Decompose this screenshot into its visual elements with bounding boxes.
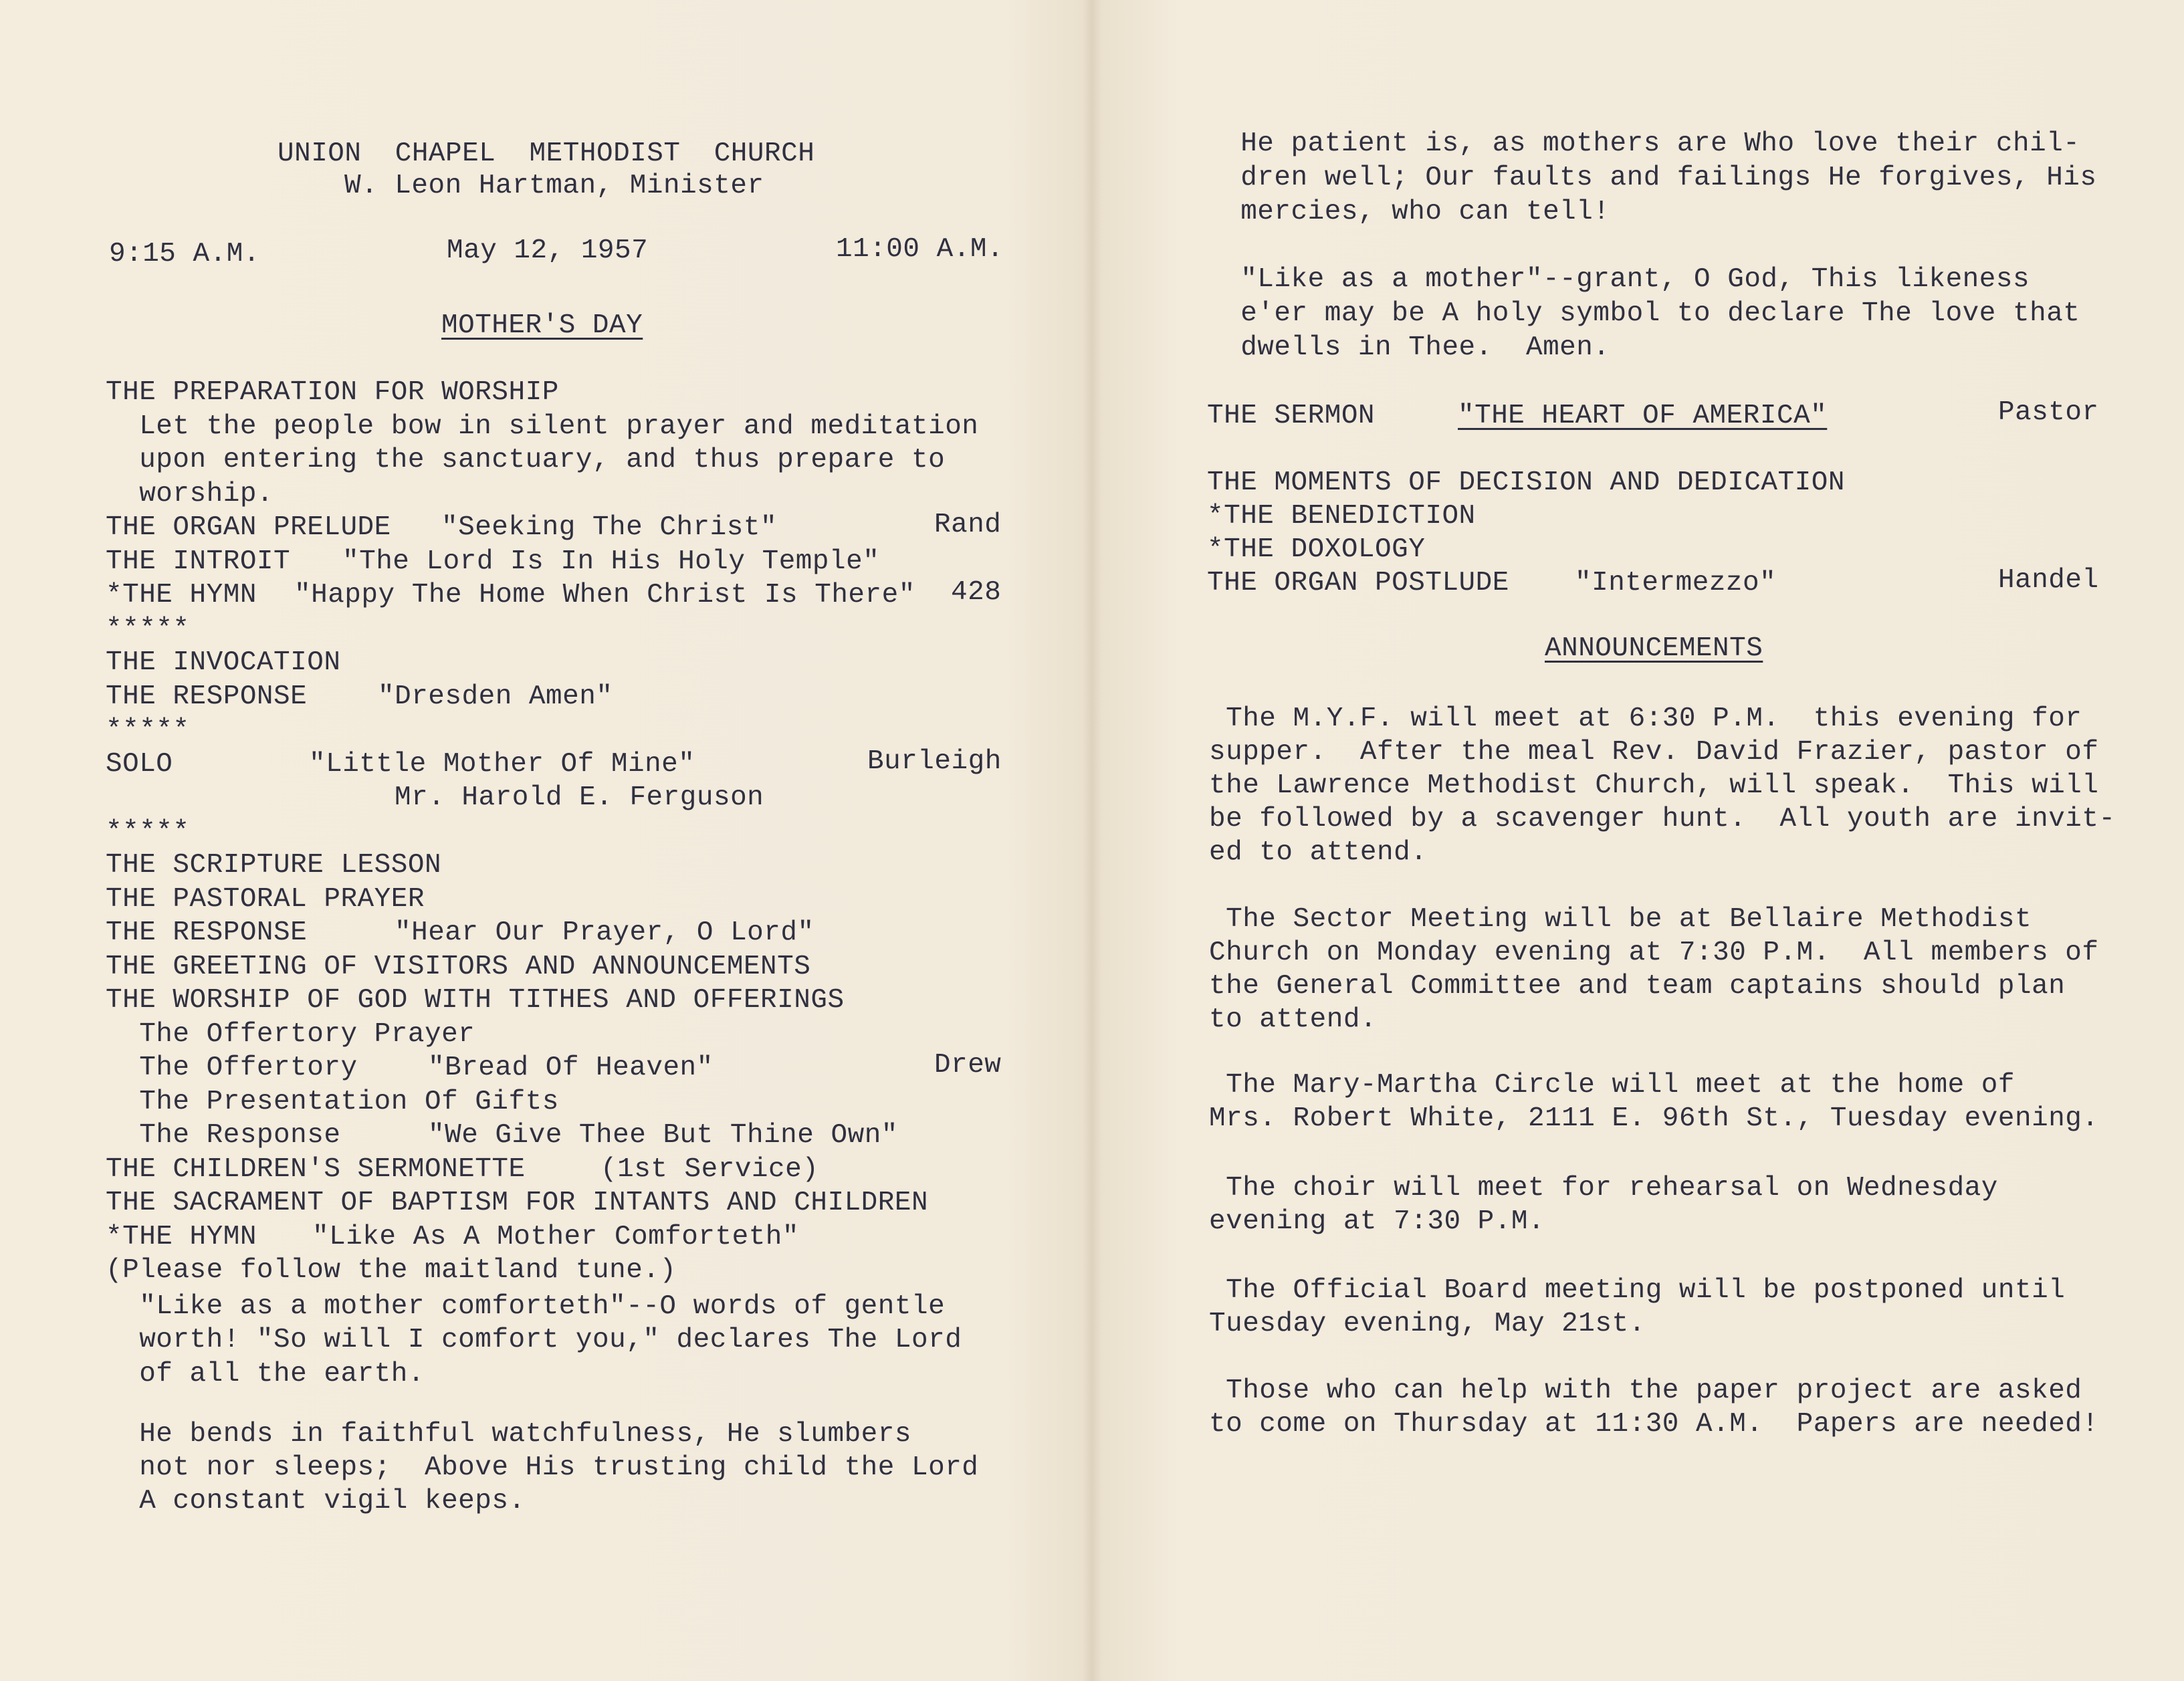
announcement-line: be followed by a scavenger hunt. All youth are invit- xyxy=(1209,804,2116,834)
announcement-line: Tuesday evening, May 21st. xyxy=(1209,1309,1646,1339)
order-item-title: "Like as a mother comforteth"--O words of gentle xyxy=(106,1291,946,1322)
order-item-credit: Handel xyxy=(1998,565,2099,596)
order-item-title: Let the people bow in silent prayer and meditation xyxy=(106,411,979,442)
order-item-text: Mr. Harold E. Ferguson xyxy=(395,782,764,813)
sermon-preacher: Pastor xyxy=(1998,397,2099,428)
verse-line: "Like as a mother"--grant, O God, This likeness xyxy=(1207,264,2030,295)
order-item-text: "Little Mother Of Mine" xyxy=(309,749,695,780)
order-item-text: "Intermezzo" xyxy=(1575,568,1777,598)
order-item-text: "Bread Of Heaven" xyxy=(428,1052,714,1083)
order-item-title: ***** xyxy=(106,816,190,847)
order-item-title: THE SACRAMENT OF BAPTISM FOR INTANTS AND CHILDREN xyxy=(106,1188,929,1218)
order-item-credit: Burleigh xyxy=(867,746,1002,777)
order-item-title: THE CHILDREN'S SERMONETTE xyxy=(106,1154,526,1185)
order-item-title: THE SCRIPTURE LESSON xyxy=(106,850,442,881)
verse-line: mercies, who can tell! xyxy=(1207,197,1610,227)
order-item-title: THE INTROIT xyxy=(106,546,291,577)
announcements-heading: ANNOUNCEMENTS xyxy=(1545,633,1763,664)
order-item-title: of all the earth. xyxy=(106,1359,425,1389)
announcement-line: The Official Board meeting will be postponed until xyxy=(1209,1275,2066,1306)
order-item-title: THE MOMENTS OF DECISION AND DEDICATION xyxy=(1207,467,1845,498)
page-fold xyxy=(1082,0,1102,1681)
order-item-title: The Presentation Of Gifts xyxy=(106,1087,559,1117)
left-page xyxy=(0,0,1083,1681)
service-time-early: 9:15 A.M. xyxy=(109,239,260,269)
order-item-title: The Response xyxy=(106,1120,341,1151)
announcement-line: to come on Thursday at 11:30 A.M. Papers are needed! xyxy=(1209,1409,2099,1440)
order-item-title: THE WORSHIP OF GOD WITH TITHES AND OFFERINGS xyxy=(106,985,845,1016)
order-item-credit: Drew xyxy=(934,1050,1002,1081)
sermon-label: THE SERMON xyxy=(1207,401,1376,431)
sermon-title: "THE HEART OF AMERICA" xyxy=(1458,401,1828,431)
order-item-title: worship. xyxy=(106,479,274,510)
order-item-credit: 428 xyxy=(951,577,1002,608)
announcement-line: The Sector Meeting will be at Bellaire Methodist xyxy=(1209,904,2032,935)
order-item-title: THE INVOCATION xyxy=(106,647,341,678)
order-item-title: THE RESPONSE xyxy=(106,917,308,948)
occasion-title: MOTHER'S DAY xyxy=(441,310,643,341)
announcement-line: the Lawrence Methodist Church, will speak. This will xyxy=(1209,770,2099,801)
announcement-line: to attend. xyxy=(1209,1004,1378,1035)
order-item-title: THE ORGAN PRELUDE xyxy=(106,512,391,543)
announcement-line: Those who can help with the paper project are asked xyxy=(1209,1375,2082,1406)
order-item-text: "Happy The Home When Christ Is There" xyxy=(294,580,915,610)
order-item-title: (Please follow the maitland tune.) xyxy=(106,1255,677,1286)
right-page xyxy=(1103,0,2184,1681)
verse-line: dren well; Our faults and failings He forgives, His xyxy=(1207,162,2097,193)
order-item-title: worth! "So will I comfort you," declares The Lord xyxy=(106,1325,962,1355)
order-item-title: THE PASTORAL PRAYER xyxy=(106,884,425,915)
announcement-line: Mrs. Robert White, 2111 E. 96th St., Tuesday evening. xyxy=(1209,1103,2099,1134)
order-item-title: THE PREPARATION FOR WORSHIP xyxy=(106,377,559,408)
order-item-title: ***** xyxy=(106,614,190,645)
order-item-title: THE GREETING OF VISITORS AND ANNOUNCEMENTS xyxy=(106,951,811,982)
order-item-text: "Like As A Mother Comforteth" xyxy=(312,1222,800,1252)
order-item-text: "Dresden Amen" xyxy=(378,681,613,712)
verse-line: e'er may be A holy symbol to declare The love that xyxy=(1207,298,2080,329)
order-item-title: THE ORGAN POSTLUDE xyxy=(1207,568,1509,598)
order-item-text: "The Lord Is In His Holy Temple" xyxy=(342,546,880,577)
order-item-title: *THE DOXOLOGY xyxy=(1207,534,1426,565)
order-item-title: ***** xyxy=(106,715,190,746)
service-time-late: 11:00 A.M. xyxy=(836,234,1004,265)
order-item-text: "Hear Our Prayer, O Lord" xyxy=(395,917,814,948)
order-item-text: "We Give Thee But Thine Own" xyxy=(428,1120,898,1151)
announcement-line: the General Committee and team captains should plan xyxy=(1209,971,2066,1002)
church-name: UNION CHAPEL METHODIST CHURCH xyxy=(278,138,815,169)
order-item-title: upon entering the sanctuary, and thus prepare to xyxy=(106,445,946,475)
order-item-title: THE RESPONSE xyxy=(106,681,308,712)
order-item-title: SOLO xyxy=(106,749,173,780)
announcement-line: Church on Monday evening at 7:30 P.M. All members of xyxy=(1209,937,2099,968)
order-item-text: (1st Service) xyxy=(600,1154,819,1185)
verse-line: A constant vigil keeps. xyxy=(106,1486,526,1517)
announcement-line: evening at 7:30 P.M. xyxy=(1209,1206,1545,1237)
order-item-title: *THE HYMN xyxy=(106,1222,257,1252)
verse-line: He patient is, as mothers are Who love their chil- xyxy=(1207,128,2080,159)
verse-line: He bends in faithful watchfulness, He slumbers xyxy=(106,1419,911,1450)
minister-name: W. Leon Hartman, Minister xyxy=(344,171,764,201)
order-item-title: *THE HYMN xyxy=(106,580,257,610)
order-item-title: *THE BENEDICTION xyxy=(1207,501,1476,532)
announcement-line: The Mary-Martha Circle will meet at the home of xyxy=(1209,1070,2015,1101)
order-item-credit: Rand xyxy=(934,510,1002,540)
announcement-line: The choir will meet for rehearsal on Wednesday xyxy=(1209,1173,1998,1204)
announcement-line: ed to attend. xyxy=(1209,837,1428,868)
verse-line: dwells in Thee. Amen. xyxy=(1207,332,1610,363)
announcement-line: The M.Y.F. will meet at 6:30 P.M. this evening for xyxy=(1209,703,2082,734)
verse-line: not nor sleeps; Above His trusting child the Lord xyxy=(106,1452,979,1483)
order-item-title: The Offertory Prayer xyxy=(106,1019,475,1050)
announcement-line: supper. After the meal Rev. David Frazier, pastor of xyxy=(1209,737,2099,768)
order-item-title: The Offertory xyxy=(106,1052,358,1083)
order-item-text: "Seeking The Christ" xyxy=(441,512,778,543)
service-date: May 12, 1957 xyxy=(447,235,649,266)
